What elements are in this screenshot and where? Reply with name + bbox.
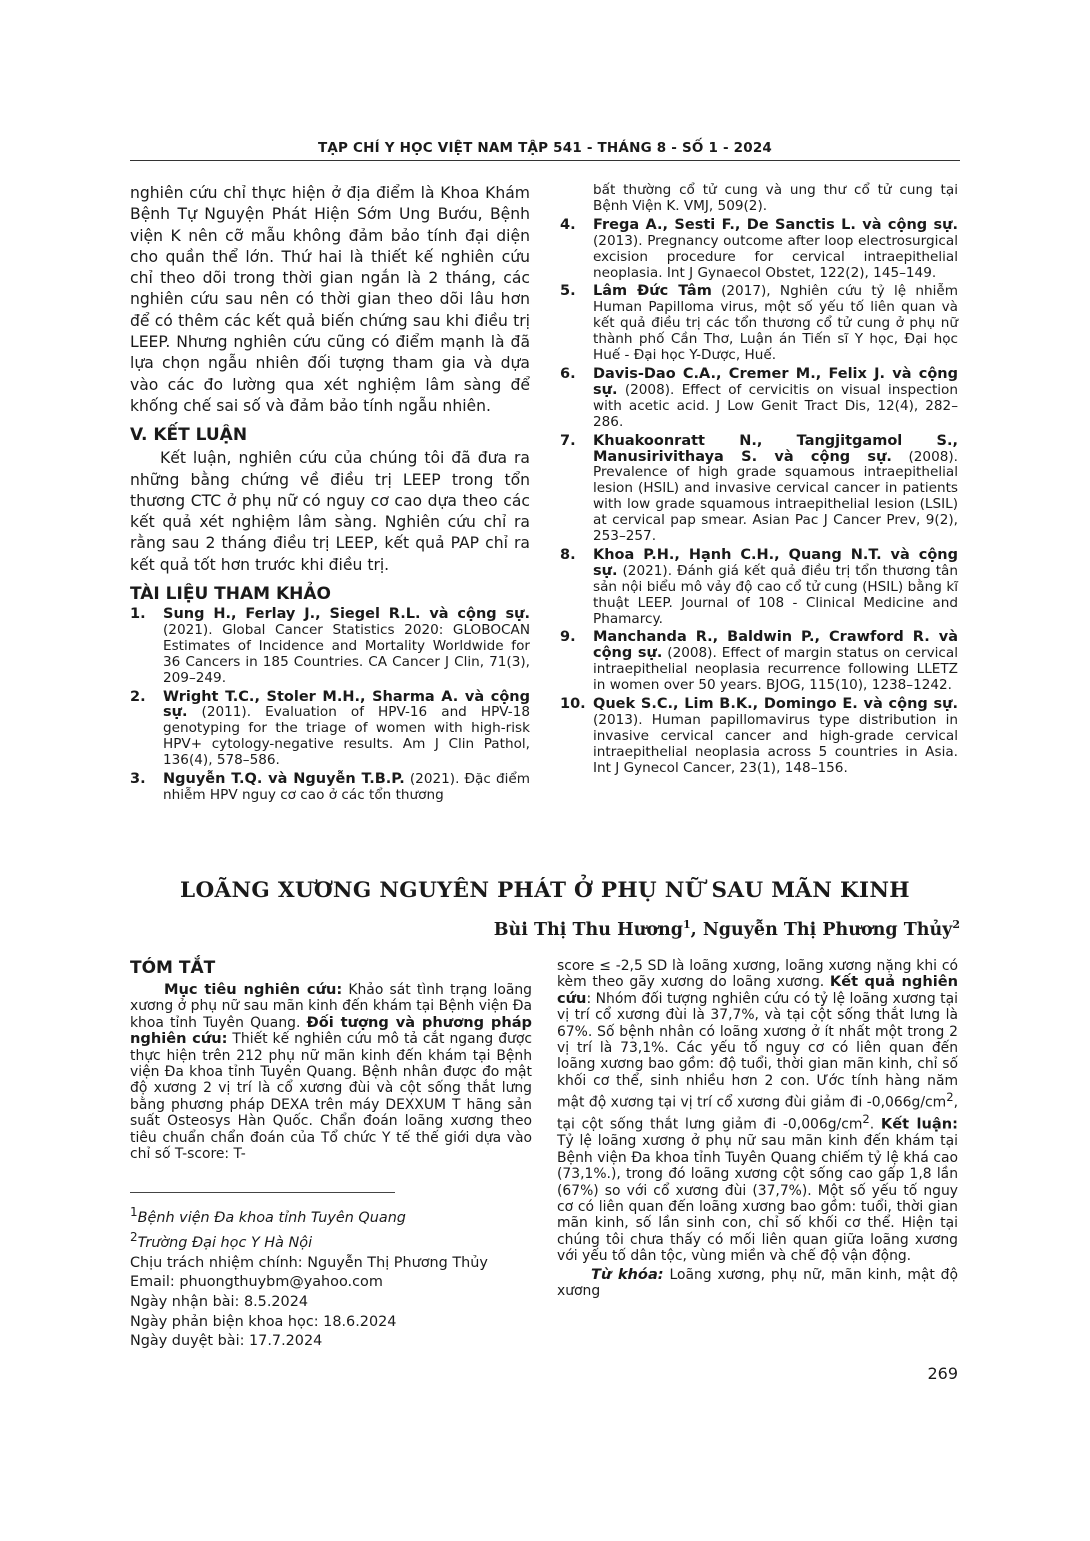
reference-number: 5. bbox=[560, 283, 576, 300]
reference-text: (2017), Nghiên cứu tỷ lệ nhiễm Human Papilloma virus, một số yếu tố liên quan và kết quả điều trị các tổn thương cổ tử cung ở phụ nữ thành phố Cần Thơ, Luận án Tiến sĩ Y học, Đại học Huế - Đại học Y-Dược, Huế. bbox=[593, 283, 958, 364]
reference-number: 4. bbox=[560, 216, 576, 233]
superscript: 2 bbox=[862, 1112, 870, 1127]
reference-item bbox=[560, 284, 958, 364]
reference-text: (2021). Đánh giá kết quả điều trị tổn thương tân sản nội biểu mô vảy độ cao cổ tử cung (HSIL) bằng kĩ thuật LEEP. Journal of 108 - Clinical Medicine and Phamarcy. bbox=[593, 562, 958, 627]
abstract-text: Khảo sát tình trạng loãng xương ở phụ nữ sau mãn kinh đến khám tại Bệnh viện Đa khoa tỉnh Tuyên Quang. bbox=[130, 982, 532, 1031]
author-name: Nguyễn Thị Phương Thủy bbox=[702, 919, 953, 940]
reference-item bbox=[560, 367, 958, 431]
reference-number: 6. bbox=[560, 365, 576, 382]
reference-item bbox=[560, 548, 958, 628]
reference-number: 2. bbox=[130, 688, 146, 705]
reference-authors: Quek S.C., Lim B.K., Domingo E. và cộng sự. bbox=[593, 696, 958, 713]
affiliation-mark: 2 bbox=[130, 1230, 138, 1245]
reference-authors: Lâm Đức Tâm bbox=[593, 283, 712, 300]
affiliation-mark: 1 bbox=[130, 1205, 138, 1219]
abstract-text: : Nhóm đối tượng nghiên cứu có tỷ lệ loãng xương tại vị trí cổ xương đùi là 37,7%, và tại cột sống thắt lưng là 67%. Số bệnh nhân có loãng xương ở ít nhất một trong 2 vị trí là 73,1%. Các yếu tố nguy cơ có liên quan đến loãng xương bao gồm: độ tuổi, thời gian mãn kinh, chỉ số khối cơ thể, sinh nhiều hơn 2 con. Ước tính hàng năm mật độ xương tại vị trí cổ xương đùi giảm đi -0,066g/cm bbox=[557, 990, 958, 1111]
reference-number: 1. bbox=[130, 606, 146, 623]
reference-item bbox=[130, 690, 530, 770]
corresponding-author: Chịu trách nhiệm chính: Nguyễn Thị Phương Thủy bbox=[130, 1254, 488, 1271]
reference-item bbox=[560, 697, 958, 777]
reference-text: (2008). Prevalence of high grade squamous intraepithelial lesion (HSIL) and invasive cervical cancer in patients with low grade squamous intraepithelial lesion (LSIL) at cervical pap smear. Asian Pac J Cancer Prev, 9(2), 253–257. bbox=[593, 448, 958, 545]
reference-item bbox=[130, 772, 530, 804]
author-separator: , bbox=[690, 919, 703, 940]
keywords-label: Từ khóa: bbox=[591, 1265, 664, 1283]
abstract-paragraph bbox=[130, 982, 532, 1162]
reference-text: (2013). Pregnancy outcome after loop electrosurgical excision procedure for cervical intraepithelial neoplasia. Int J Gynaecol Obstet, 122(2), 145–149. bbox=[593, 232, 958, 281]
received-date: Ngày nhận bài: 8.5.2024 bbox=[130, 1293, 309, 1310]
article-authors bbox=[130, 918, 960, 940]
affiliation-text: Bệnh viện Đa khoa tỉnh Tuyên Quang bbox=[137, 1209, 406, 1226]
reference-number: 7. bbox=[560, 432, 576, 449]
abstract-text: Tỷ lệ loãng xương ở phụ nữ sau mãn kinh đến khám tại Bệnh viện Đa khoa tỉnh Tuyên Quang chiếm tỷ lệ khá cao (73,1%.), trong đó loãng xương cột sống cao gấp 1,8 lần (67%) so với cổ xương đùi (37,7%). Một số yếu tố nguy cơ có liên quan đến loãng xương bao gồm: tuổi, thời gian mãn kinh, số lần sinh con, chỉ số khối cơ thể. Hiện tại chúng tôi chưa thấy có mối liên quan giữa loãng xương với yếu tố dân tộc, vùng miền và chế độ vận động. bbox=[557, 1133, 958, 1265]
conclusion-paragraph: Kết luận, nghiên cứu của chúng tôi đã đưa ra những bằng chứng về điều trị LEEP trong tổn thương CTC ở phụ nữ có nguy cơ cao dựa theo các kết quả xét nghiệm lâm sàng. Nghiên cứu chỉ ra rằng sau 2 tháng điều trị LEEP, kết quả PAP chỉ ra kết quả tốt hơn trước khi điều trị. bbox=[130, 449, 530, 574]
author-affiliation-mark: 2 bbox=[952, 918, 960, 931]
article-title: LOÃNG XƯƠNG NGUYÊN PHÁT Ở PHỤ NỮ SAU MÃN KINH bbox=[180, 878, 910, 903]
affiliation-1 bbox=[130, 1203, 532, 1228]
reference-text: (2008). Effect of cervicitis on visual inspection with acetic acid. J Low Genit Tract Dis, 12(4), 282–286. bbox=[593, 381, 958, 430]
affiliation-text: Trường Đại học Y Hà Nội bbox=[137, 1235, 313, 1252]
abstract-text: . bbox=[869, 1116, 881, 1133]
reference-item bbox=[130, 607, 530, 687]
reference-item bbox=[560, 218, 958, 282]
keywords-text: Loãng xương, phụ nữ, mãn kinh, mật độ xương bbox=[557, 1266, 958, 1299]
keywords bbox=[557, 1267, 958, 1300]
reference-authors: Frega A., Sesti F., De Sanctis L. và cộng sự. bbox=[593, 216, 958, 233]
reference-text: (2021). Global Cancer Statistics 2020: GLOBOCAN Estimates of Incidence and Mortality Worldwide for 36 Cancers in 185 Countries. CA Cancer J Clin, 71(3), 209–249. bbox=[163, 621, 530, 686]
reference-list-left bbox=[130, 607, 530, 804]
abstract-right-column bbox=[557, 958, 958, 1299]
email-line: Email: phuongthuybm@yahoo.com bbox=[130, 1274, 383, 1291]
reference-text: (2013). Human papillomavirus type distribution in invasive cervical cancer and high-grade cervical intraepithelial neoplasia across 5 countries in Asia. Int J Gynecol Cancer, 23(1), 148–156. bbox=[593, 712, 958, 776]
references-heading: TÀI LIỆU THAM KHẢO bbox=[130, 584, 331, 605]
abstract-paragraph bbox=[557, 958, 958, 1265]
page-number: 269 bbox=[927, 1364, 958, 1383]
discussion-paragraph: nghiên cứu chỉ thực hiện ở địa điểm là Khoa Khám Bệnh Tự Nguyện Phát Hiện Sớm Ung Bướu, Bệnh viện K nên cỡ mẫu không đảm bảo tính đại diện cho quần thể lớn. Thứ hai là thiết kế nghiên cứu chỉ theo dõi trong thời gian ngắn là 2 tháng, các nghiên cứu sau nên có thời gian theo dõi lâu hơn để có thêm các kết quả biến chứng sau khi điều trị LEEP. Nhưng nghiên cứu cũng có điểm mạnh là đã lựa chọn ngẫu nhiên đối tượng tham gia và dựa vào các đo lường qua xét nghiệm lâm sàng để khống chế sai số và đảm bảo tính ngẫu nhiên. bbox=[130, 184, 530, 415]
abstract-label: Kết luận: bbox=[880, 1115, 958, 1133]
reference-text: (2008). Effect of margin status on cervical intraepithelial neoplasia recurrence following LLETZ in women over 50 years. BJOG, 115(10), 1238–1242. bbox=[593, 645, 958, 694]
reference-authors: Davis-Dao C.A., Cremer M., Felix J. và cộng sự. bbox=[593, 365, 958, 398]
reference-number: 9. bbox=[560, 629, 576, 646]
abstract-text: Thiết kế nghiên cứu mô tả cắt ngang được thực hiện trên 212 phụ nữ mãn kinh đến khám tại Bệnh viện Đa khoa tỉnh Tuyên Quang. Bệnh nhân được đo mật độ xương 2 vị trí là cổ xương đùi và cột sống thắt lưng bằng phương pháp DEXA trên máy DEXXUM T hãng sản suất Osteosys Hàn Quốc. Chẩn đoán loãng xương theo tiêu chuẩn chẩn đoán của Tổ chức Y tế thế giới dựa vào chỉ số T-score: T- bbox=[130, 1031, 532, 1163]
reference-text: (2021). Đặc điểm nhiễm HPV nguy cơ cao ở các tổn thương bbox=[163, 771, 530, 804]
affiliation-2 bbox=[130, 1228, 532, 1253]
author-name: Bùi Thị Thu Hương bbox=[493, 919, 683, 940]
abstract-text: score ≤ -2,5 SD là loãng xương, loãng xương nặng khi có kèm theo gãy xương do loãng xương. bbox=[557, 958, 958, 991]
running-header: TẠP CHÍ Y HỌC VIỆT NAM TẬP 541 - THÁNG 8 - SỐ 1 - 2024 bbox=[130, 140, 960, 161]
reference-continuation: bất thường cổ tử cung và ung thư cổ tử cung tại Bệnh Viện K. VMJ, 509(2). bbox=[593, 182, 958, 214]
reference-authors: Wright T.C., Stoler M.H., Sharma A. và cộng sự. bbox=[163, 688, 530, 721]
reference-authors: Khuakoonratt N., Tangjitgamol S., Manusirivithaya S. và cộng sự. bbox=[593, 432, 958, 465]
right-column bbox=[560, 183, 958, 780]
reference-text: (2011). Evaluation of HPV-16 and HPV-18 genotyping for the triage of women with high-risk HPV+ cytology-negative results. Am J Clin Pathol, 136(4), 578–586. bbox=[163, 704, 530, 769]
conclusion-heading: V. KẾT LUẬN bbox=[130, 425, 248, 446]
superscript: 2 bbox=[946, 1090, 954, 1105]
left-column bbox=[130, 183, 530, 807]
author-affiliation-mark: 1 bbox=[682, 918, 691, 931]
reference-number: 3. bbox=[130, 771, 146, 788]
reviewed-date: Ngày phản biện khoa học: 18.6.2024 bbox=[130, 1313, 397, 1330]
reference-authors: Khoa P.H., Hạnh C.H., Quang N.T. và cộng sự. bbox=[593, 546, 958, 579]
reference-item bbox=[560, 434, 958, 545]
footnotes bbox=[130, 1192, 532, 1352]
abstract-label: Đối tượng và phương pháp nghiên cứu: bbox=[130, 1013, 533, 1048]
abstract-label: Mục tiêu nghiên cứu: bbox=[164, 981, 343, 998]
accepted-date: Ngày duyệt bài: 17.7.2024 bbox=[130, 1333, 323, 1350]
abstract-label: Kết quả nghiên cứu bbox=[557, 973, 959, 1007]
reference-number: 10. bbox=[560, 696, 586, 713]
abstract-text: , tại cột sống thắt lưng giảm đi -0,006g/cm bbox=[557, 1094, 958, 1133]
abstract-left-column bbox=[130, 958, 532, 1162]
footnote-divider bbox=[130, 1192, 395, 1193]
reference-authors: Nguyễn T.Q. và Nguyễn T.B.P. bbox=[163, 771, 405, 788]
reference-authors: Sung H., Ferlay J., Siegel R.L. và cộng sự. bbox=[163, 606, 530, 623]
reference-item bbox=[560, 630, 958, 694]
reference-number: 8. bbox=[560, 546, 576, 563]
abstract-heading: TÓM TẮT bbox=[130, 958, 216, 978]
reference-authors: Manchanda R., Baldwin P., Crawford R. và cộng sự. bbox=[593, 629, 958, 662]
